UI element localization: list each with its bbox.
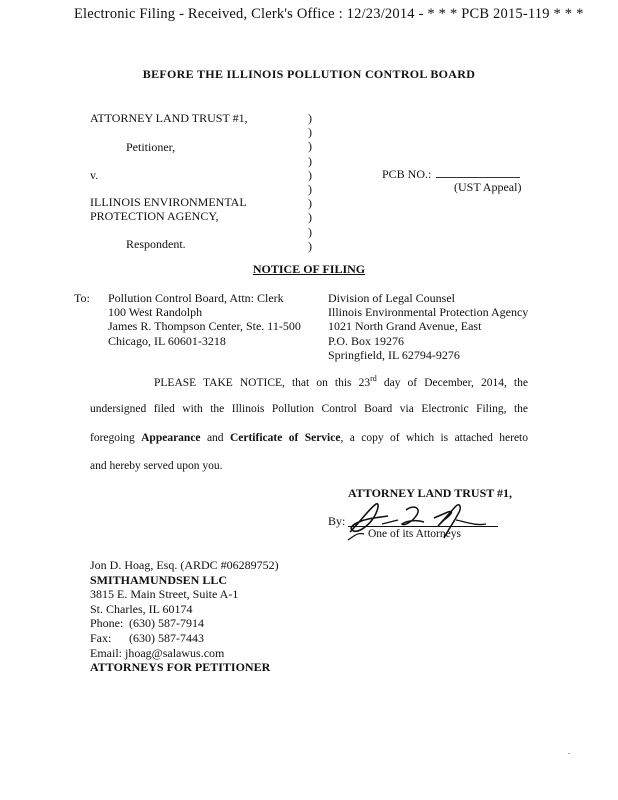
recipient-2-line: Springfield, IL 62794-9276 (328, 347, 460, 362)
recipient-1-line: Pollution Control Board, Attn: Clerk (108, 291, 284, 305)
pcb-no-label: PCB NO.: (382, 167, 432, 181)
fax-label: Fax: (90, 630, 112, 645)
fax-value: (630) 587-7443 (129, 630, 204, 645)
counsel-name: Jon D. Hoag, Esq. (ARDC #06289752) (90, 558, 279, 572)
one-of-its-attorneys: One of its Attorneys (368, 528, 461, 540)
respondent-name-line1: ILLINOIS ENVIRONMENTAL (90, 195, 247, 209)
recipient-1-line: James R. Thompson Center, Ste. 11-500 (108, 319, 301, 334)
phone-value: (630) 587-7914 (129, 616, 204, 631)
phone-label: Phone: (90, 616, 124, 631)
recipient-2-line: Illinois Environmental Protection Agency (328, 305, 529, 320)
counsel-email-row (90, 646, 279, 661)
notice-text: day of December, 2014, the (376, 376, 528, 389)
petitioner-name: ATTORNEY LAND TRUST #1, (90, 111, 248, 125)
by-label: By: (328, 514, 346, 528)
notice-text: PLEASE TAKE NOTICE, that on this 23 (154, 376, 371, 389)
counsel-address-line: 3815 E. Main Street, Suite A-1 (90, 587, 239, 602)
recipient-2-line: Division of Legal Counsel (328, 291, 455, 305)
notice-body-line-1 (154, 374, 528, 389)
to-label: To: (74, 291, 90, 305)
pcb-no-blank-line (436, 177, 520, 178)
respondent-name-line2: PROTECTION AGENCY, (90, 209, 219, 223)
signature-firm: ATTORNEY LAND TRUST #1, (348, 486, 513, 500)
signature-line (348, 526, 498, 527)
recipient-2-line: 1021 North Grand Avenue, East (328, 319, 482, 334)
board-title: BEFORE THE ILLINOIS POLLUTION CONTROL BOARD (142, 67, 476, 81)
attorneys-for-petitioner: ATTORNEYS FOR PETITIONER (90, 660, 271, 675)
notice-of-filing-title: NOTICE OF FILING (252, 262, 366, 276)
recipient-2 (328, 291, 528, 362)
petitioner-role: Petitioner, (126, 140, 176, 154)
caption-parentheses: ) ) ) ) ) ) ) ) ) ) (308, 111, 312, 253)
counsel-block (90, 558, 279, 675)
notice-text: and (200, 432, 230, 444)
certificate-term: Certificate of Service (229, 432, 341, 444)
recipient-1-line: 100 West Randolph (108, 305, 203, 320)
appeal-type: (UST Appeal) (454, 180, 522, 194)
email-label: Email: (90, 645, 122, 660)
recipient-1 (108, 291, 301, 348)
counsel-fax-row (90, 631, 279, 646)
recipient-1-line: Chicago, IL 60601-3218 (108, 333, 226, 348)
ordinal-suffix: rd (370, 374, 377, 383)
appearance-term: Appearance (141, 432, 201, 444)
email-value: jhoag@salawus.com (125, 645, 225, 660)
notice-body-line-2: undersigned filed with the Illinois Pollution Control Board via Electronic Filing, the (90, 403, 528, 415)
counsel-address-line: St. Charles, IL 60174 (90, 601, 193, 616)
counsel-firm: SMITHAMUNDSEN LLC (90, 572, 228, 587)
recipient-2-line: P.O. Box 19276 (328, 333, 405, 348)
page-dot: . (568, 747, 570, 756)
respondent-role: Respondent. (126, 237, 186, 251)
notice-body-line-3 (90, 432, 528, 444)
electronic-filing-stamp: Electronic Filing - Received, Clerk's Office : 12/23/2014 - * * * PCB 2015-119 * * * (74, 6, 584, 22)
versus: v. (90, 168, 99, 182)
notice-text: foregoing (90, 432, 142, 444)
notice-body-line-4: and hereby served upon you. (90, 460, 223, 472)
notice-text: , a copy of which is attached hereto (340, 432, 529, 444)
counsel-phone-row (90, 616, 279, 631)
